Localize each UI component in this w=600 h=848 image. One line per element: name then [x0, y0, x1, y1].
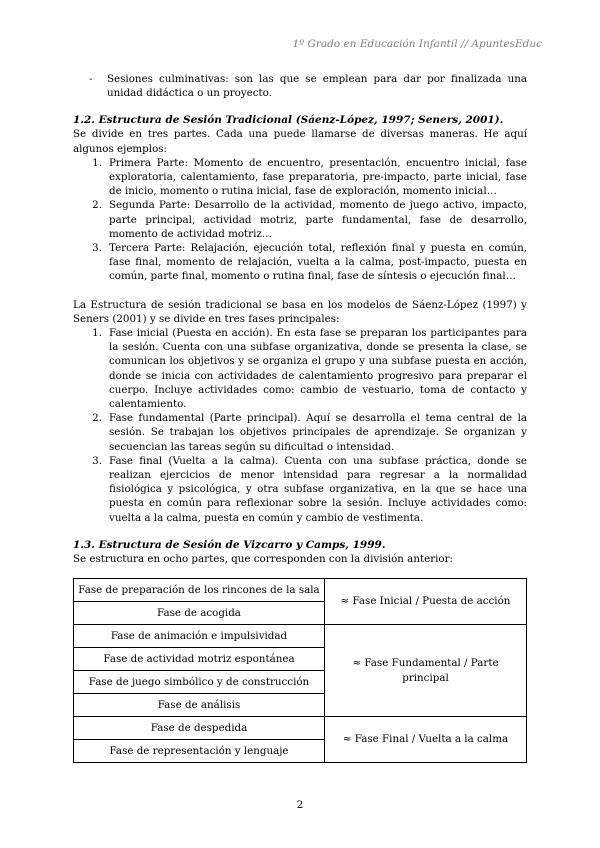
section-intro: Se divide en tres partes. Cada una puede llamarse de diversas maneras. He aquí algunos ejemplos: [73, 128, 527, 155]
list-text: Fase inicial (Puesta en acción). En esta fase se preparan los participantes para la sesión. Cuenta con una subfase organizativa, donde se presenta la clase, se comunican los objetivos y se organiza el grupo y una subfase puesta en acción, donde se inicia con actividades de calentamiento progresivo para preparar el cuerpo. Incluye actividades como: cambio de vestuario, toma de contacto y calentamiento. [109, 327, 527, 411]
table-cell: Fase de análisis [74, 694, 325, 717]
table-cell: Fase de animación e impulsividad [74, 625, 325, 648]
table-group-cell: ≈ Fase Final / Vuelta a la calma [325, 717, 527, 763]
paragraph: La Estructura de sesión tradicional se basa en los modelos de Sáenz-López (1997) y Seners (2001) y se divide en tres fases principales: [73, 298, 527, 325]
table-row [74, 625, 527, 648]
list-item [73, 198, 527, 241]
section-heading-1-3: 1.3. Estructura de Sesión de Vizcarro y Camps, 1999. [73, 538, 386, 551]
section-intro: Se estructura en ocho partes, que corresponden con la división anterior: [73, 552, 453, 565]
table-group-cell: ≈ Fase Inicial / Puesta de acción [325, 579, 527, 625]
list-number: 3. [92, 454, 102, 467]
page-number: 2 [296, 799, 304, 811]
list-number: 1. [92, 156, 102, 169]
phases-list [73, 326, 527, 525]
list-item [73, 156, 527, 199]
list-text: Primera Parte: Momento de encuentro, presentación, encuentro inicial, fase exploratoria, calentamiento, fase preparatoria, pre-impacto, parte inicial, fase de inicio, momento o rutina inicial, fase de exploración, momento inicial… [109, 156, 527, 198]
list-number: 2. [92, 412, 102, 425]
table-group-cell: ≈ Fase Fundamental / Parte principal [325, 625, 527, 717]
list-item [73, 326, 527, 411]
list-item [73, 241, 527, 284]
running-header: 1º Grado en Educación Infantil // ApuntesEduc [292, 38, 542, 50]
list-text: Segunda Parte: Desarrollo de la actividad, momento de juego activo, impacto, parte principal, actividad motriz, parte fundamental, fase de desarrollo, momento de actividad motriz… [109, 199, 527, 240]
list-number: 1. [92, 327, 102, 340]
table-cell: Fase de juego simbólico y de construcción [74, 671, 325, 694]
list-number: 2. [92, 199, 102, 212]
list-text: Fase fundamental (Parte principal). Aquí se desarrolla el tema central de la sesión. Se trabajan los objetivos principales de aprendizaje. Se organizan y secuencian las tareas según su dificultad o intensidad. [109, 412, 527, 453]
phases-table [73, 578, 527, 763]
table-cell: Fase de acogida [74, 602, 325, 625]
bullet-item [89, 72, 527, 100]
table-cell: Fase de despedida [74, 717, 325, 740]
list-text: Fase final (Vuelta a la calma). Cuenta con una subfase práctica, donde se realizan ejercicios de menor intensidad para regresar a la normalidad fisiológica y psicológica, y otra subfase organizativa, en la que se hace una puesta en común para reflexionar sobre la sesión. Incluye actividades como: vuelta a la calma, puesta en común y cambio de vestimenta. [109, 454, 527, 524]
list-number: 3. [92, 242, 102, 255]
table-row [74, 579, 527, 602]
list-item [73, 454, 527, 525]
list-item [73, 411, 527, 454]
list-text: Tercera Parte: Relajación, ejecución total, reflexión final y puesta en común, fase final, momento de relajación, vuelta a la calma, post-impacto, puesta en común, parte final, momento o rutina final, fase de síntesis o ejecución final… [109, 242, 527, 283]
parts-list [73, 156, 527, 284]
page-content [73, 72, 527, 763]
table-cell: Fase de actividad motriz espontánea [74, 648, 325, 671]
table-cell: Fase de representación y lenguaje [74, 740, 325, 763]
section-heading-1-2: 1.2. Estructura de Sesión Tradicional (Sáenz-López, 1997; Seners, 2001). [73, 114, 504, 127]
table-row [74, 717, 527, 740]
bullet-marker: - [89, 73, 93, 85]
bullet-text: Sesiones culminativas: son las que se emplean para dar por finalizada una unidad didáctica o un proyecto. [107, 73, 527, 100]
table-cell: Fase de preparación de los rincones de la sala [74, 579, 325, 602]
